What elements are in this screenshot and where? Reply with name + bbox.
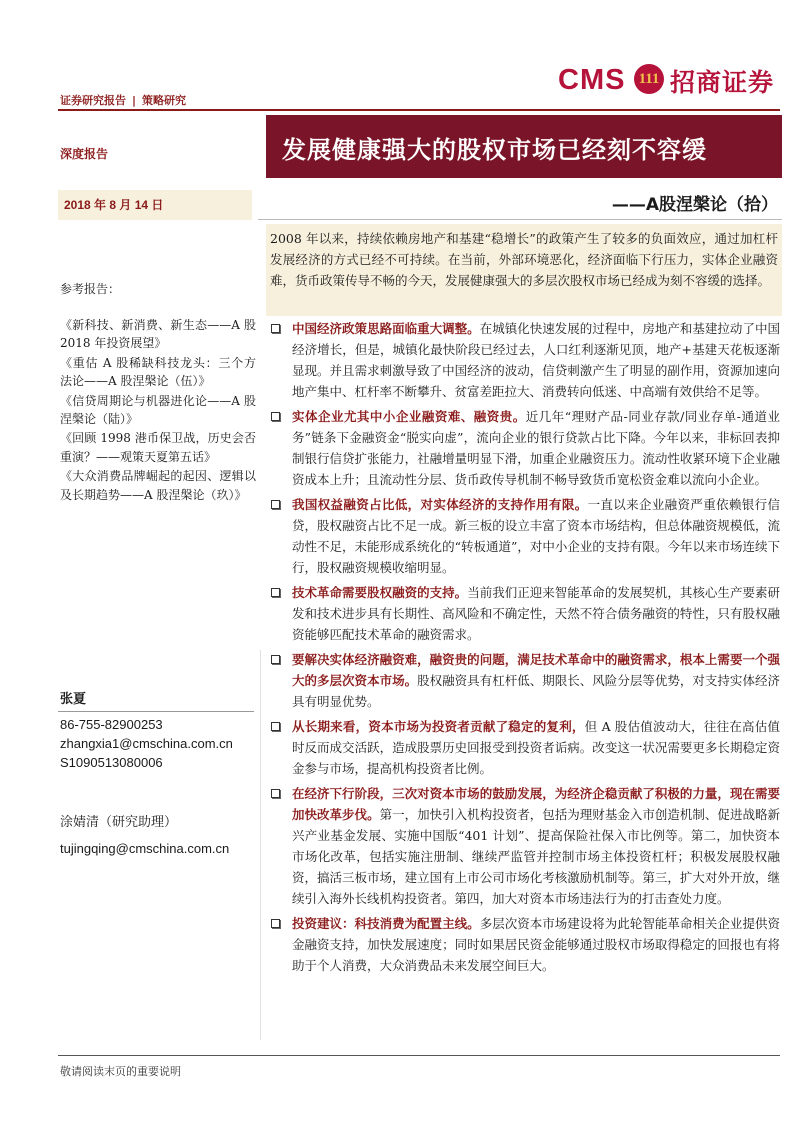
- reference-item[interactable]: 《大众消费品牌崛起的起因、逻辑以及长期趋势——A 股涅槃论（玖）》: [60, 469, 256, 502]
- checkbox-bullet-icon: [271, 500, 280, 509]
- summary-box: [266, 224, 782, 316]
- key-point: [268, 406, 780, 490]
- analyst-block: [60, 690, 260, 772]
- logo-mark-icon: 111: [634, 64, 664, 94]
- report-category-line: [60, 92, 186, 108]
- assistant-email[interactable]: tujingqing@cmschina.com.cn: [60, 841, 230, 856]
- assistant-name: 涂婧清（研究助理）: [60, 815, 178, 830]
- checkbox-bullet-icon: [271, 588, 280, 597]
- reference-item[interactable]: 《重估 A 股稀缺科技龙头：三个方法论——A 股涅槃论（伍）》: [60, 355, 256, 389]
- key-point-heading: 从长期来看，资本市场为投资者贡献了稳定的复利，: [292, 719, 585, 734]
- key-point-heading: 投资建议：科技消费为配置主线。: [292, 916, 480, 931]
- checkbox-bullet-icon: [271, 655, 280, 664]
- key-point: [268, 649, 780, 712]
- header-rule: [58, 109, 780, 111]
- checkbox-bullet-icon: [271, 722, 280, 731]
- checkbox-bullet-icon: [271, 919, 280, 928]
- report-date: 2018 年 8 月 14 日: [64, 198, 164, 212]
- checkbox-bullet-icon: [271, 324, 280, 333]
- summary-text: 2008 年以来，持续依赖房地产和基建“稳增长”的政策产生了较多的负面效应，通过加杠杆发展经济的方式已经不可持续。在当前，外部环境恶化，经济面临下行压力，实体企业融资难，货币政策传导不畅的今天，发展健康强大的多层次股权市场已经成为刻不容缓的选择。: [270, 231, 778, 288]
- key-points: [268, 318, 780, 980]
- key-point-heading: 技术革命需要股权融资的支持。: [292, 585, 468, 600]
- key-point: [268, 582, 780, 645]
- separator: |: [132, 94, 137, 107]
- key-point-text: 但 A 股估值波动大，往往在高估值时反而成交活跃，造成股票历史回报受到投资者诟病。改变这一状况需要更多长期稳定资金参与市场，提高机构投资者比例。: [292, 719, 780, 776]
- reference-item[interactable]: 《回顾 1998 港币保卫战，历史会否重演？——观策天夏第五话》: [60, 431, 256, 464]
- key-point-text: 多层次资本市场建设将为此轮智能革命相关企业提供资金融资支持，加快发展速度；同时如果居民资金能够通过股权市场取得稳定的回报也有将助于个人消费，大众消费品未来发展空间巨大。: [292, 916, 780, 973]
- logo-latin: CMS: [558, 64, 626, 96]
- report-type: 证券研究报告: [60, 94, 126, 107]
- report-title: 发展健康强大的股权市场已经刻不容缓: [282, 135, 707, 164]
- footer-rule: [58, 1055, 780, 1056]
- key-point-heading: 我国权益融资占比低，对实体经济的支持作用有限。: [292, 497, 588, 512]
- key-point-text: 股权融资具有杠杆低、期限长、风险分层等优势，对支持实体经济具有明显优势。: [292, 673, 780, 709]
- key-point-heading: 在经济下行阶段，三次对资本市场的鼓励发展，为经济企稳贡献了积极的力量，现在需要加快改革步伐。: [292, 786, 780, 822]
- subtitle-rule: [258, 219, 782, 220]
- deep-report-label: 深度报告: [60, 147, 109, 161]
- column-divider: [260, 650, 261, 1040]
- reference-item[interactable]: 《信贷周期论与机器进化论——A 股涅槃论（陆）》: [60, 393, 256, 427]
- footer-disclaimer[interactable]: 敬请阅读末页的重要说明: [60, 1065, 181, 1078]
- title-banner: [266, 115, 782, 178]
- key-point: [268, 494, 780, 578]
- key-point-text: 一直以来企业融资严重依赖银行信贷，股权融资占比不足一成。新三板的设立丰富了资本市场结构，但总体融资规模低，流动性不足，未能形成系统化的“转板通道”，对中小企业的支持有限。今年以来市场连续下行，股权融资规模收缩明显。: [292, 497, 780, 575]
- reference-item[interactable]: 《新科技、新消费、新生态——A 股 2018 年投资展望》: [60, 318, 256, 351]
- analyst-phone: 86-755-82900253: [60, 717, 163, 732]
- analyst-name: 张夏: [60, 692, 87, 707]
- analyst-email[interactable]: zhangxia1@cmschina.com.cn: [60, 736, 233, 751]
- references-list: [60, 316, 256, 505]
- key-point: [268, 318, 780, 402]
- report-subtitle: ——A股涅槃论（拾）: [611, 195, 778, 215]
- date-banner: [58, 190, 252, 220]
- references-title: 参考报告：: [60, 282, 121, 296]
- key-point-heading: 实体企业尤其中小企业融资难、融资贵。: [292, 409, 526, 424]
- key-point: [268, 783, 780, 909]
- key-point-text: 近几年“理财产品-同业存款/同业存单-通道业务”链条下金融资金“脱实向虚”，流向企业的银行贷款占比下降。今年以来，非标回表抑制银行信贷扩张能力，社融增量明显下滑，加重企业融资压力。流动性收紧环境下企业融资成本上升；且流动性分层、货币政传导机制不畅导致货币宽松资金难以流向小企业。: [292, 409, 780, 487]
- key-point: [268, 913, 780, 976]
- checkbox-bullet-icon: [271, 789, 280, 798]
- key-point-text: 第一，加快引入机构投资者，包括为理财基金入市创造机制、促进战略新兴产业基金发展、实施中国版“401 计划”、提高保险社保入市比例等。第二，加快资本市场化改革，包括实施注册制、继续严监管并控制市场主体投资杠杆；积极发展股权融资，搞活三板市场，建立国有上市公司市场化考核激励机制等。第三，扩大对外开放，继续引入海外长线机构投资者。第四，加大对资本市场违法行为的打击查处力度。: [292, 807, 780, 906]
- key-point: [268, 716, 780, 779]
- key-point-heading: 要解决实体经济融资难，融资贵的问题，满足技术革命中的融资需求，根本上需要一个强大的多层次资本市场。: [292, 652, 780, 688]
- key-point-text: 在城镇化快速发展的过程中，房地产和基建拉动了中国经济增长，但是，城镇化最快阶段已经过去，人口红利逐渐见顶，地产+基建天花板逐渐显现。并且需求刺激导致了中国经济的波动，信贷刺激产生了明显的副作用，资源加速向地产集中、杠杆率不断攀升、贫富差距拉大、消费转向低迷、中高端有效供给不足等。: [292, 321, 780, 399]
- key-point-heading: 中国经济政策思路面临重大调整。: [292, 321, 480, 336]
- report-category: 策略研究: [142, 94, 187, 107]
- logo-chinese: 招商证券: [670, 68, 775, 97]
- checkbox-bullet-icon: [271, 412, 280, 421]
- analyst-rule: [58, 711, 254, 712]
- key-point-text: 当前我们正迎来智能革命的发展契机，其核心生产要素研发和技术进步具有长期性、高风险和不确定性，天然不符合债务融资的特性，只有股权融资能够匹配技术革命的融资需求。: [292, 585, 780, 642]
- assistant-block: [60, 813, 260, 859]
- cms-logo: [558, 62, 783, 106]
- analyst-license: S1090513080006: [60, 755, 163, 770]
